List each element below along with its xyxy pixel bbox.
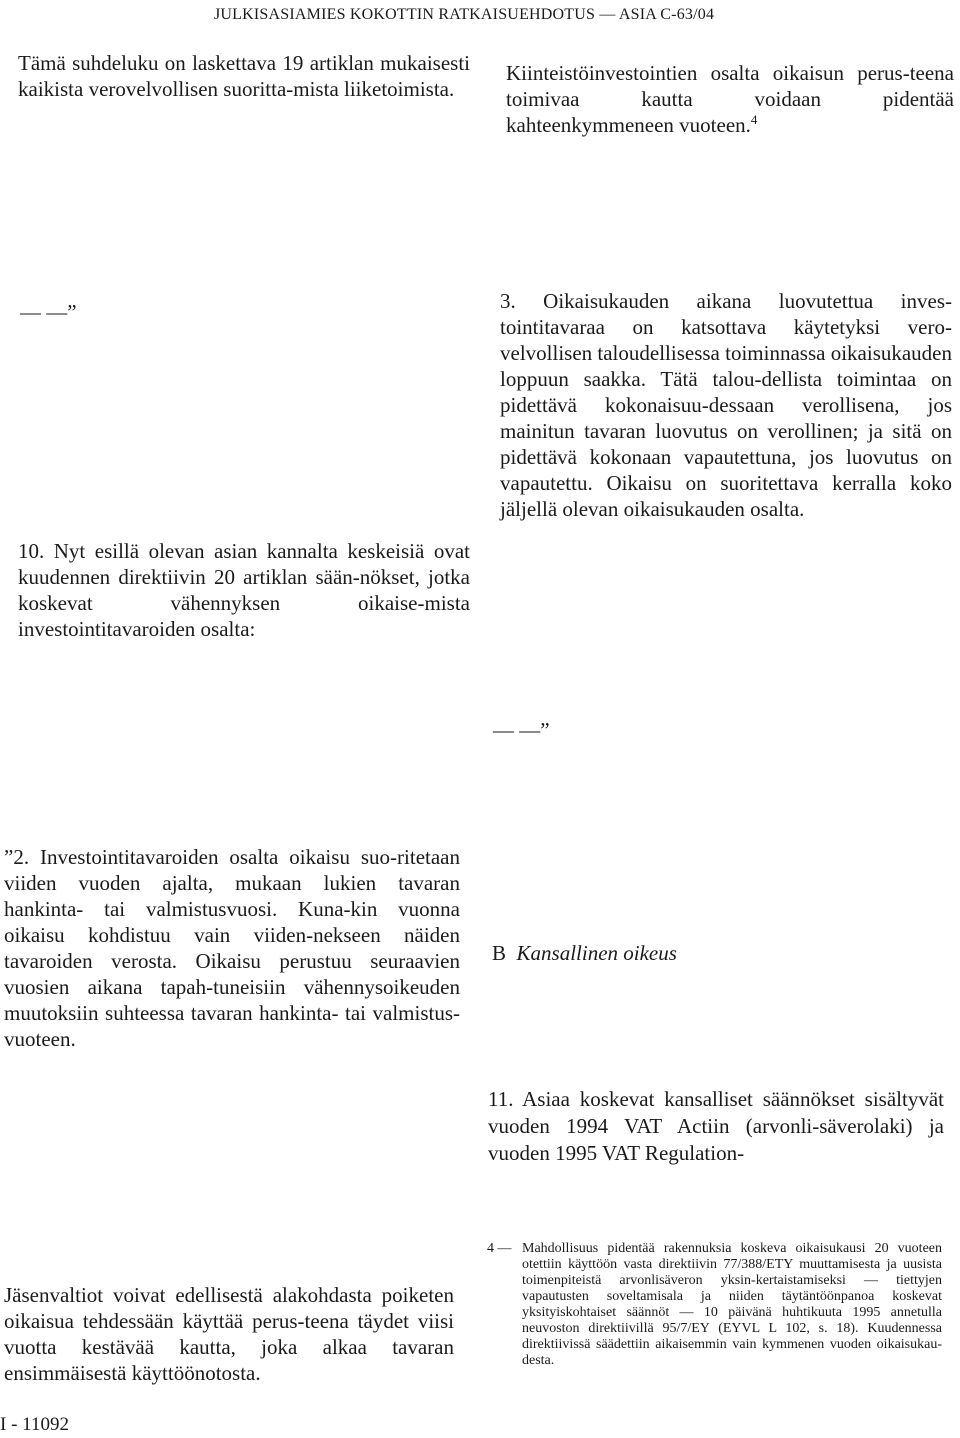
left-paragraph-ratio: Tämä suhdeluku on laskettava 19 artiklan mukaisesti kaikista verovelvollisen suoritta-mista liiketoimista.	[18, 51, 470, 101]
left-paragraph-member-states: Jäsenvaltiot voivat edellisestä alakohdasta poiketen oikaisua tehdessään käyttää perus-teena täydet viisi vuotta kestävää kautta, joka alkaa tavaran ensimmäisestä käyttöönotosta.	[4, 1283, 454, 1385]
right-paragraph-real-estate	[506, 60, 954, 138]
left-omission-mark: — —”	[20, 300, 77, 324]
footnote-text: Mahdollisuus pidentää rakennuksia koskeva oikaisukausi 20 vuoteen otettiin käyttöön vasta direktiivin 77/388/ETY muuttamisesta ja uusista toimenpiteistä arvonlisäveron yksin-kertaistamiseksi — tiettyjen vapautusten soveltamisala ja niiden täytäntöönpanoa koskevat yksityiskohtaiset säännöt — 10 päivänä huhtikuuta 1995 annetulla neuvoston direktiivillä 95/7/EY (EYVL L 102, s. 18). Kuudennessa direktiivissä säädettiin aikaisemmin vain kymmenen vuoden oikaisukau-desta.	[522, 1241, 942, 1368]
section-heading-national-law	[492, 941, 677, 966]
paragraph-11: 11. Asiaa koskevat kansalliset säännökset sisältyvät vuoden 1994 VAT Actiin (arvonli-säverolaki) ja vuoden 1995 VAT Regulation-	[488, 1087, 944, 1165]
section-heading-title: Kansallinen oikeus	[516, 941, 677, 965]
right-paragraph-real-estate-text: Kiinteistöinvestointien osalta oikaisun perus-teena toimivaa kautta voidaan pidentää kahteenkymmeneen vuoteen.	[506, 61, 954, 137]
footnote-reference: 4	[750, 112, 758, 127]
paragraph-10: 10. Nyt esillä olevan asian kannalta keskeisiä ovat kuudennen direktiivin 20 artiklan sään-nökset, jotka koskevat vähennyksen oikaise-mista investointitavaroiden osalta:	[18, 539, 470, 641]
page-number: I - 11092	[0, 1414, 69, 1435]
footnote-number: 4 —	[487, 1241, 512, 1256]
right-omission-mark: — —”	[493, 718, 550, 742]
quoted-paragraph-3: 3. Oikaisukauden aikana luovutettua inves-tointitavaraa on katsottava käytetyksi vero-velvollisen taloudellisessa toiminnassa oikaisukauden loppuun saakka. Tätä talou-dellista toimintaa on pidettävä kokonaisuu-dessaan verollisena, jos mainitun tavaran luovutus on verollinen; ja sitä on pidettävä kokonaan vapautettuna, jos luovutus on vapautettu. Oikaisu on suoritettava kerralla koko jäljellä olevan oikaisukauden osalta.	[500, 289, 953, 521]
section-heading-letter: B	[492, 941, 507, 965]
quoted-paragraph-2: ”2. Investointitavaroiden osalta oikaisu suo-ritetaan viiden vuoden ajalta, mukaan lukien tavaran hankinta- tai valmistusvuosi. Kuna-kin vuonna oikaisu kohdistuu vain viiden-nekseen näiden tavaroiden verosta. Oikaisu perustuu seuraavien vuosien aikana tapah-tuneisiin vähennysoikeuden muutoksiin suhteessa tavaran hankinta- tai valmistus-vuoteen.	[4, 845, 460, 1051]
running-header: JULKISASIAMIES KOKOTTIN RATKAISUEHDOTUS — ASIA C-63/04	[214, 6, 715, 23]
